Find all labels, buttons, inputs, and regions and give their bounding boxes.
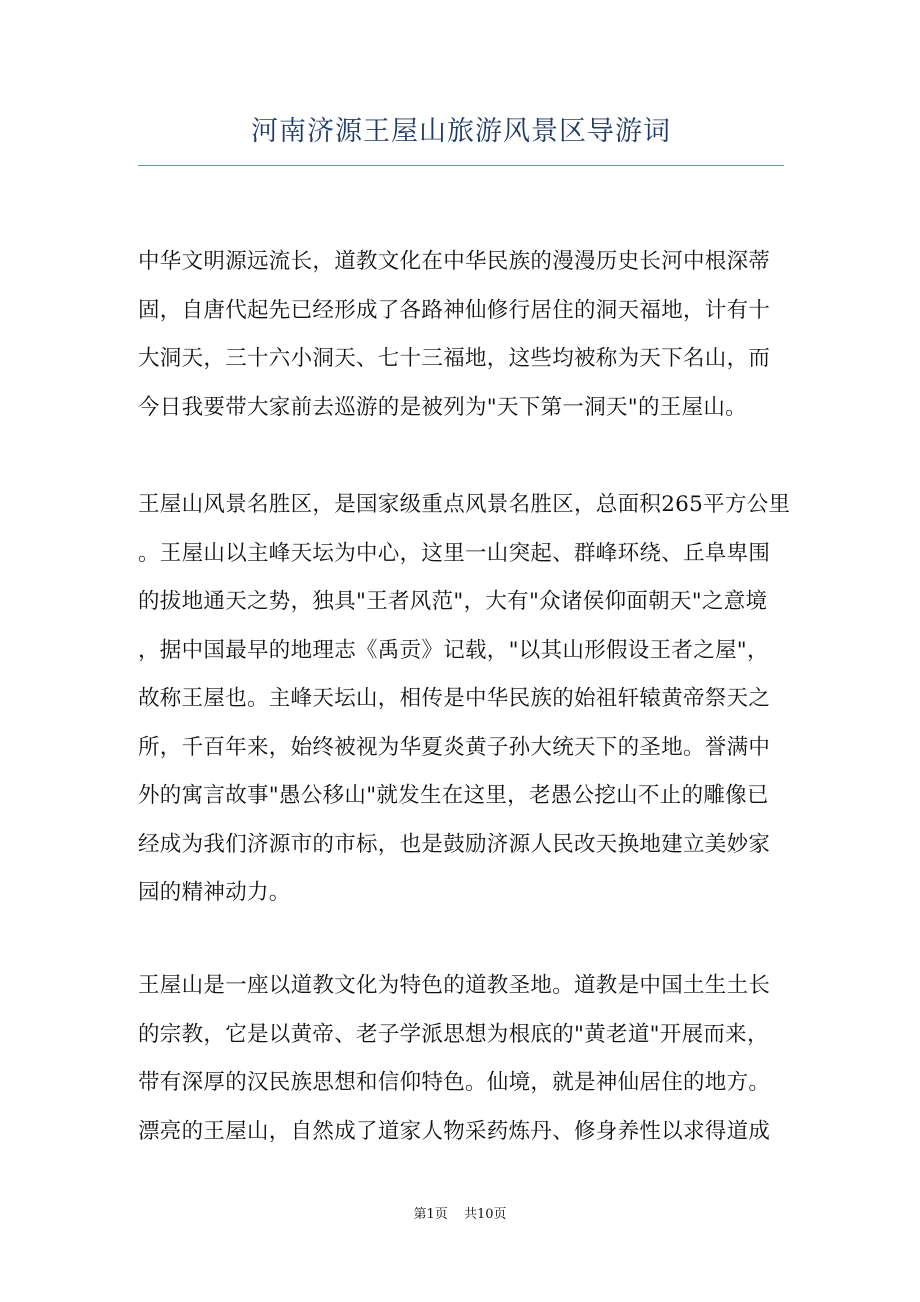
page-number: 第1页: [413, 1207, 448, 1222]
paragraph-line: 园的精神动力。: [138, 880, 291, 905]
paragraph-scenic-area: [138, 481, 791, 918]
paragraph-line: 的宗教，它是以黄帝、老子学派思想为根底的"黄老道"开展而来，: [138, 1021, 769, 1047]
paragraph-line: 中华文明源远流长，道教文化在中华民族的漫漫历史长河中根深蒂: [138, 249, 771, 274]
paragraph-line: 带有深厚的汉民族思想和信仰特色。仙境，就是神仙居住的地方。: [138, 1070, 771, 1095]
paragraph-line: 外的寓言故事"愚公移山"就发生在这里，老愚公挖山不止的雕像已: [138, 783, 769, 808]
paragraph-intro: [138, 238, 784, 432]
page-total: 共10页: [463, 1207, 507, 1222]
paragraph-line: 的拔地通天之势，独具"王者风范"，大有"众诸侯仰面朝天"之意境: [138, 589, 768, 614]
paragraph-line: 漂亮的王屋山，自然成了道家人物采药炼丹、修身养性以求得道成: [138, 1118, 771, 1144]
paragraph-line: 所，千百年来，始终被视为华夏炎黄子孙大统天下的圣地。誉满中: [138, 734, 771, 760]
page-footer: [0, 1204, 920, 1226]
paragraph-line: ，据中国最早的地理志《禹贡》记载，"以其山形假设王者之屋"，: [138, 637, 769, 663]
paragraph-line: 经成为我们济源市的市标，也是鼓励济源人民改天换地建立美妙家: [138, 831, 771, 857]
paragraph-line: 大洞天，三十六小洞天、七十三福地，这些均被称为天下名山，而: [138, 346, 771, 371]
paragraph-line: 王屋山是一座以道教文化为特色的道教圣地。道教是中国土生土长: [138, 973, 771, 998]
paragraph-line: 。王屋山以主峰天坛为中心，这里一山突起、群峰环绕、丘阜卑围: [138, 540, 771, 566]
paragraph-line: 今日我要带大家前去巡游的是被列为"天下第一洞天"的王屋山。: [138, 394, 747, 420]
paragraph-line: 固，自唐代起先已经形成了各路神仙修行居住的洞天福地，计有十: [138, 297, 771, 323]
page-title: 河南济源王屋山旅游风景区导游词: [251, 116, 671, 147]
paragraph-line: 王屋山风景名胜区，是国家级重点风景名胜区，总面积265平方公里: [138, 492, 791, 517]
paragraph-taoism: [138, 962, 784, 1156]
paragraph-line: 故称王屋也。主峰天坛山，相传是中华民族的始祖轩辕黄帝祭天之: [138, 686, 771, 711]
title-divider: [138, 165, 784, 166]
